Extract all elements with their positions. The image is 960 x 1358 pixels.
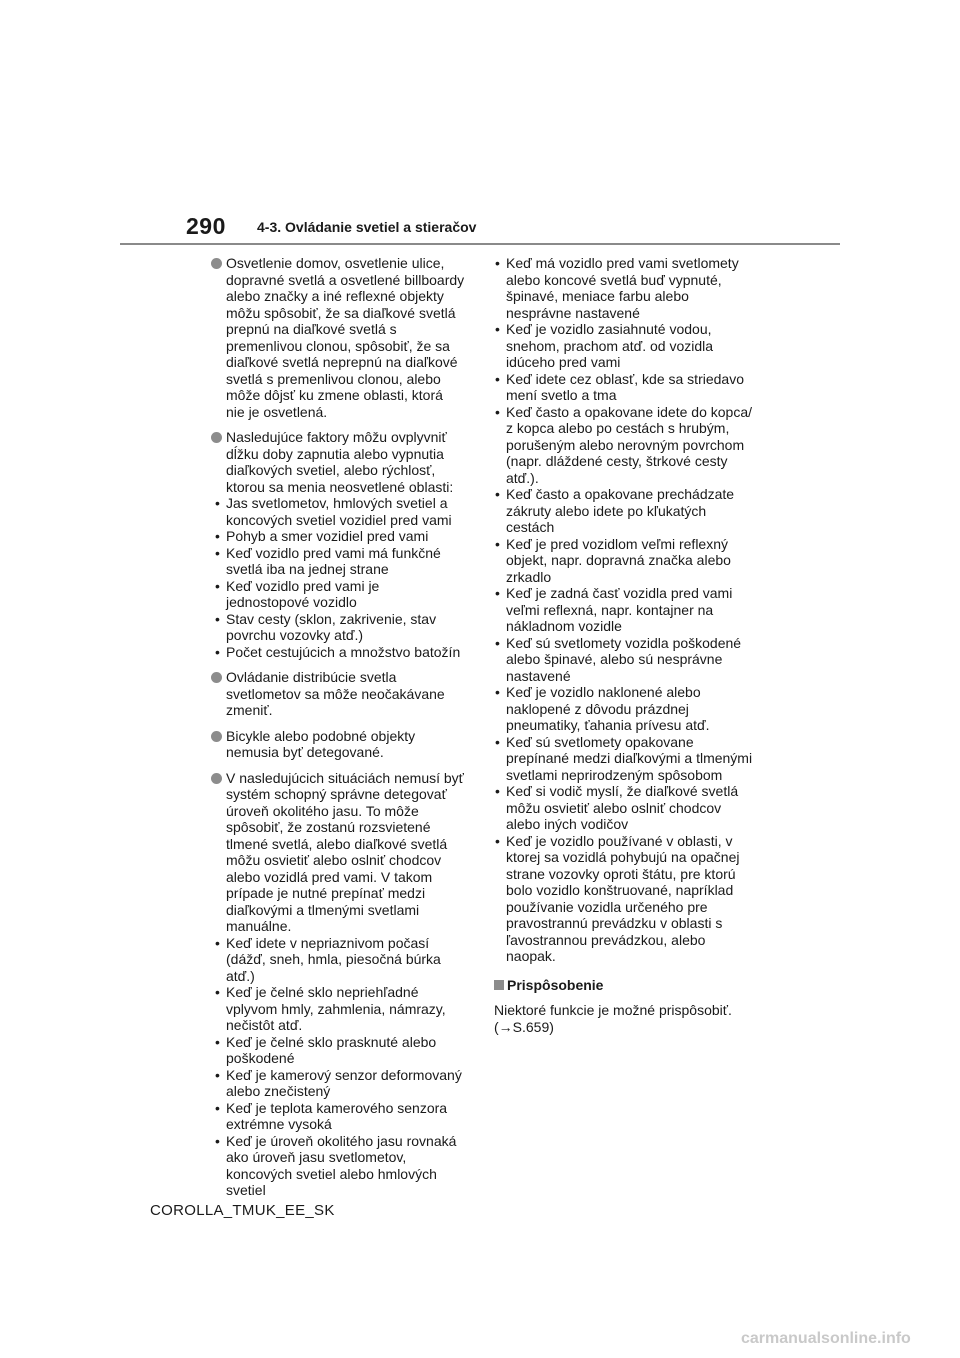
factors-list bbox=[214, 495, 465, 660]
page-number: 290 bbox=[186, 213, 226, 239]
list-item: • Keď často a opakovane prechádzate zákruty alebo idete po kľukatých cestách bbox=[494, 486, 756, 536]
list-item: • Keď vozidlo pred vami je jednostopové vozidlo bbox=[214, 578, 465, 611]
list-item: • Keď je teplota kamerového senzora extrémne vysoká bbox=[214, 1100, 465, 1133]
situations-list-continued bbox=[494, 255, 756, 965]
list-item: • Keď je vozidlo používané v oblasti, v ktorej sa vozidlá pohybujú na opačnej strane vozovky oproti štátu, pre ktorú bolo vozidlo konštruované, napríklad používanie vozidla určeného pre pravostrannú prevádzku v oblasti s ľavostrannou prevádzkou, alebo naopak. bbox=[494, 833, 756, 965]
list-item: • Keď vozidlo pred vami má funkčné svetlá iba na jednej strane bbox=[214, 545, 465, 578]
paragraph-text: Osvetlenie domov, osvetlenie ulice, dopravné svetlá a osvetlené billboardy alebo značky a iné reflexné objekty môžu spôsobiť, že sa diaľkové svetlá prepnú na diaľkové svetlá s premenlivou clonou, spôsobiť, že sa diaľkové svetlá neprepnú na diaľkové svetlá s premenlivou clonou, alebo môže dôjsť ku zmene oblasti, ktorá nie je osvetlená. bbox=[226, 255, 465, 420]
list-item: • Keď sú svetlomety vozidla poškodené alebo špinavé, alebo sú nesprávne nastavené bbox=[494, 635, 756, 685]
customization-heading bbox=[494, 977, 756, 994]
section-title: 4-3. Ovládanie svetiel a stieračov bbox=[257, 219, 477, 235]
paragraph-bicycles bbox=[210, 728, 465, 761]
paragraph-text: Bicykle alebo podobné objekty nemusia byť detegované. bbox=[226, 727, 416, 760]
list-item: • Keď idete v nepriaznivom počasí (dážď, sneh, hmla, piesočná búrka atď.) bbox=[214, 935, 465, 985]
situations-list bbox=[214, 935, 465, 1199]
document-code: COROLLA_TMUK_EE_SK bbox=[150, 1202, 335, 1219]
header-rule bbox=[120, 243, 840, 245]
paragraph-factors bbox=[210, 429, 465, 660]
list-item: • Keď je úroveň okolitého jasu rovnaká ako úroveň jasu svetlometov, koncových svetiel alebo hmlových svetiel bbox=[214, 1133, 465, 1199]
list-item: • Počet cestujúcich a množstvo batožín bbox=[214, 644, 465, 661]
list-item: • Stav cesty (sklon, zakrivenie, stav povrchu vozovky atď.) bbox=[214, 611, 465, 644]
paragraph-lighting-reflections bbox=[210, 255, 465, 420]
paragraph-text: Ovládanie distribúcie svetla svetlometov sa môže neočakávane zmeniť. bbox=[226, 669, 445, 718]
paragraph-situations bbox=[210, 770, 465, 1199]
left-column bbox=[210, 255, 465, 1208]
paragraph-text: V nasledujúcich situáciách nemusí byť systém schopný správne detegovať úroveň okolitého jasu. To môže spôsobiť, že zostanú rozsvietené tlmené svetlá, alebo diaľkové svetlá môžu osvietiť alebo oslniť chodcov alebo vozidlá pred vami. V takom prípade je nutné prepínať medzi diaľkovými a tlmenými svetlami manuálne. bbox=[226, 769, 464, 934]
watermark: carmanualsonline.info bbox=[741, 1330, 911, 1347]
list-item: • Keď je vozidlo naklonené alebo naklopené z dôvodu prázdnej pneumatiky, ťahania prívesu atď. bbox=[494, 684, 756, 734]
right-column bbox=[494, 255, 756, 1035]
list-item: • Keď často a opakovane idete do kopca/ z kopca alebo po cestách s hrubým, porušeným alebo nerovným povrchom (napr. dláždené cesty, štrkové cesty atď.). bbox=[494, 404, 756, 487]
list-item: • Keď má vozidlo pred vami svetlomety alebo koncové svetlá buď vypnuté, špinavé, meniace farbu alebo nesprávne nastavené bbox=[494, 255, 756, 321]
paragraph-distribution bbox=[210, 669, 465, 719]
list-item: • Keď je vozidlo zasiahnuté vodou, snehom, prachom atď. od vozidla idúceho pred vami bbox=[494, 321, 756, 371]
list-item: • Keď je pred vozidlom veľmi reflexný objekt, napr. dopravná značka alebo zrkadlo bbox=[494, 536, 756, 586]
list-item: • Keď si vodič myslí, že diaľkové svetlá môžu osvietiť alebo oslniť chodcov alebo iných vodičov bbox=[494, 783, 756, 833]
paragraph-text: Nasledujúce faktory môžu ovplyvniť dĺžku doby zapnutia alebo vypnutia diaľkových svetiel, alebo rýchlosť, ktorou sa menia neosvetlené oblasti: bbox=[226, 429, 454, 495]
list-item: • Jas svetlometov, hmlových svetiel a koncových svetiel vozidiel pred vami bbox=[214, 495, 465, 528]
list-item: • Keď sú svetlomety opakovane prepínané medzi diaľkovými a tlmenými svetlami neprirodzeným spôsobom bbox=[494, 734, 756, 784]
customization-heading-text: Prispôsobenie bbox=[507, 976, 604, 993]
list-item: • Keď je čelné sklo nepriehľadné vplyvom hmly, zahmlenia, námrazy, nečistôt atď. bbox=[214, 984, 465, 1034]
list-item: • Keď je čelné sklo prasknuté alebo poškodené bbox=[214, 1034, 465, 1067]
customization-text: Niektoré funkcie je možné prispôsobiť. (→S.659) bbox=[494, 1002, 732, 1035]
list-item: • Keď idete cez oblasť, kde sa striedavo mení svetlo a tma bbox=[494, 371, 756, 404]
list-item: • Pohyb a smer vozidiel pred vami bbox=[214, 528, 465, 545]
list-item: • Keď je zadná časť vozidla pred vami veľmi reflexná, napr. kontajner na nákladnom vozidle bbox=[494, 585, 756, 635]
list-item: • Keď je kamerový senzor deformovaný alebo znečistený bbox=[214, 1067, 465, 1100]
